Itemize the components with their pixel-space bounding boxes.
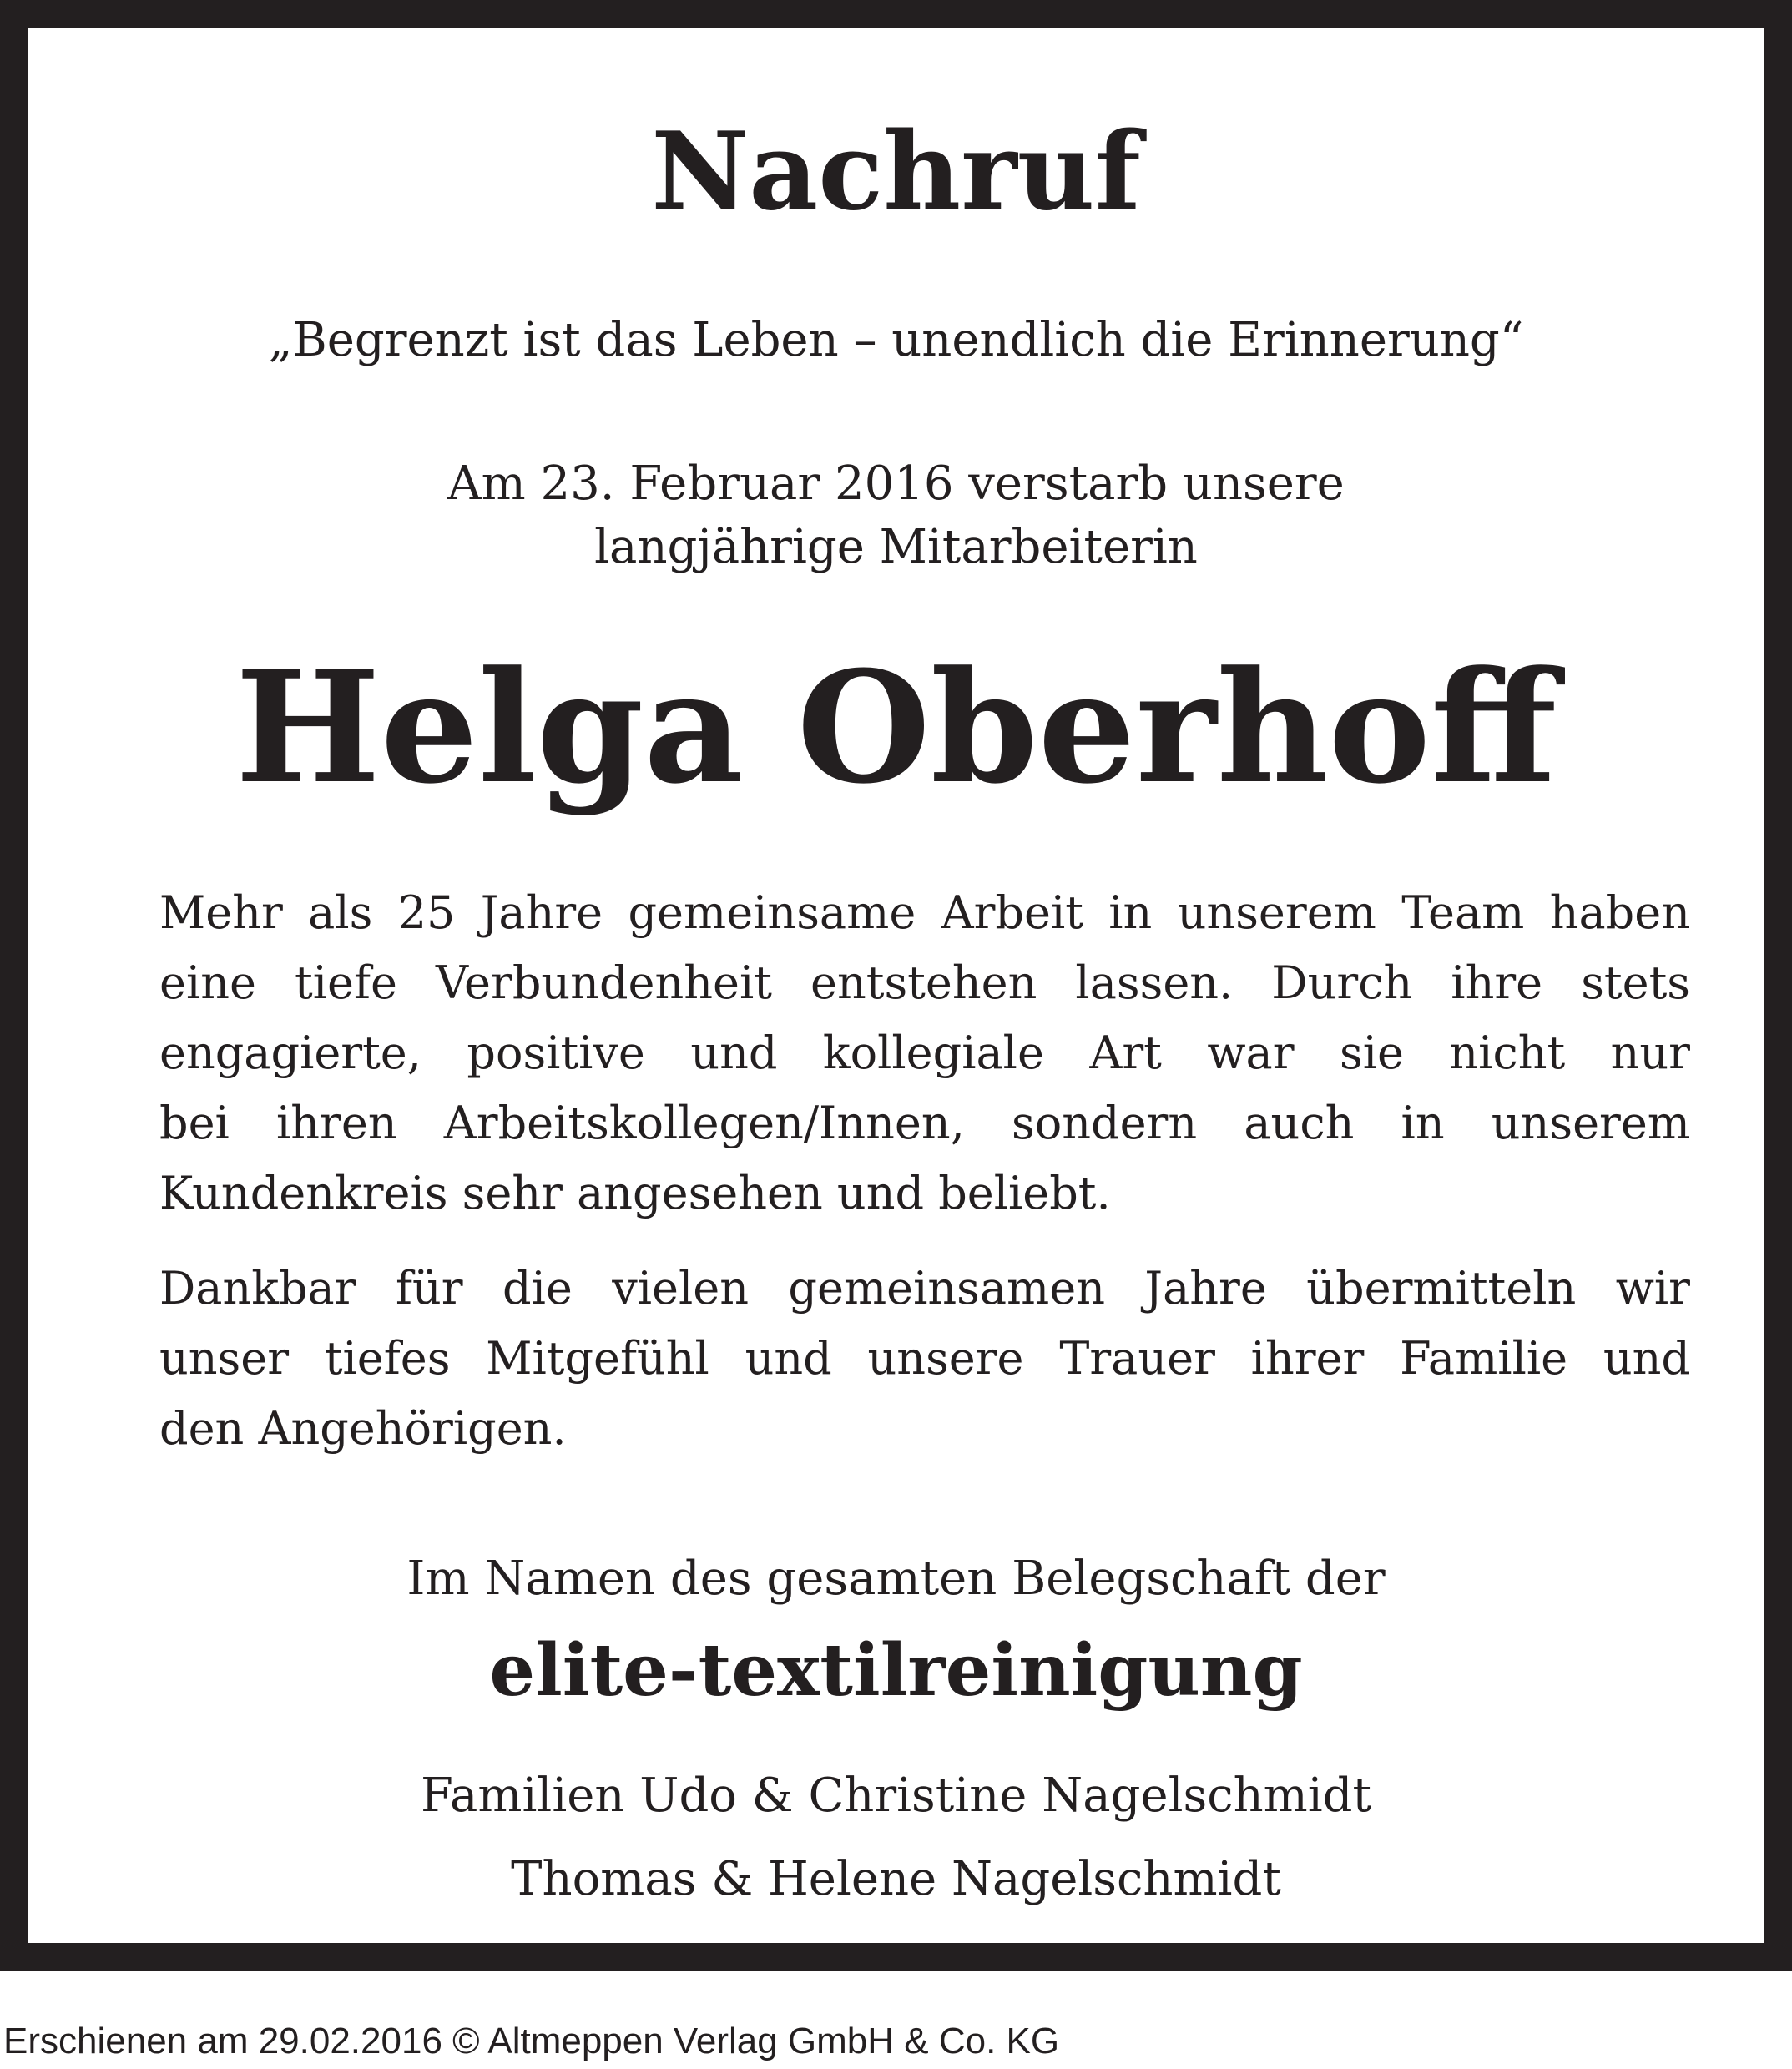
memorial-quote: „Begrenzt ist das Leben – unendlich die Erinnerung“ [268, 313, 1524, 367]
signatory-family: Thomas & Helene Nagelschmidt [511, 1852, 1281, 1906]
condolence-line: den Angehörigen. [159, 1402, 567, 1455]
signatory-family: Familien Udo & Christine Nagelschmidt [420, 1769, 1372, 1823]
tribute-line: engagierte, positive und kollegiale Art war sie nicht nur [159, 1027, 1690, 1079]
company-name: elite-textilreinigung [489, 1628, 1303, 1713]
tribute-line: bei ihren Arbeitskollegen/Innen, sondern auch in unserem [159, 1097, 1690, 1149]
deceased-name: Helga Oberhoff [235, 638, 1557, 818]
condolence-line: unser tiefes Mitgefühl und unsere Trauer ihrer Familie und [159, 1332, 1690, 1385]
condolence-line: Dankbar für die vielen gemeinsamen Jahre übermitteln wir [159, 1262, 1690, 1315]
tribute-line: Kundenkreis sehr angesehen und beliebt. [159, 1167, 1111, 1219]
condolence-paragraph [159, 1254, 1690, 1464]
announcement-line: langjährige Mitarbeiterin [594, 520, 1198, 574]
tribute-line: eine tiefe Verbundenheit entstehen lassen. Durch ihre stets [159, 956, 1690, 1009]
death-announcement [57, 452, 1735, 579]
tribute-paragraph [159, 878, 1690, 1229]
announcement-line: Am 23. Februar 2016 verstarb unsere [447, 457, 1345, 511]
tribute-line: Mehr als 25 Jahre gemeinsame Arbeit in unserem Team haben [159, 886, 1690, 939]
publication-footer: Erschienen am 29.02.2016 © Altmeppen Verlag GmbH & Co. KG [3, 2021, 1060, 2061]
signature-intro: Im Namen des gesamten Belegschaft der [406, 1552, 1386, 1606]
obituary-heading: Nachruf [651, 109, 1141, 235]
